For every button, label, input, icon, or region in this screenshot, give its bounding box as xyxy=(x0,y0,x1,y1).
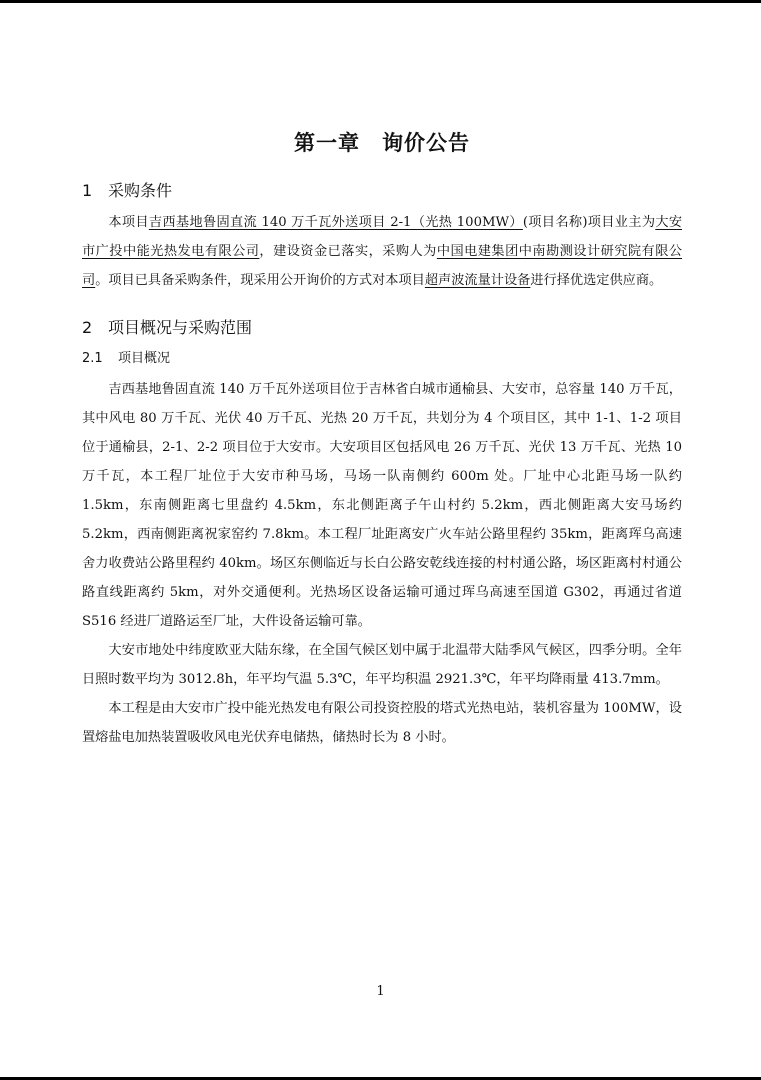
procurement-conditions-paragraph xyxy=(82,208,682,295)
text-fragment: 。项目已具备采购条件，现采用公开询价的方式对本项目 xyxy=(95,273,425,288)
project-name: 吉西基地鲁固直流 140 万千瓦外送项目 2-1（光热 100MW） xyxy=(148,215,523,230)
subsection-2-1-heading xyxy=(82,347,682,371)
section-1-heading xyxy=(82,178,682,204)
section-2-heading xyxy=(82,315,682,341)
plant-description-paragraph: 本工程是由大安市广投中能光热发电有限公司投资控股的塔式光热电站，装机容量为 100MW，设置熔盐电加热装置吸收风电光伏弃电储热，储热时长为 8 小时。 xyxy=(82,701,682,745)
project-overview-paragraph: 吉西基地鲁固直流 140 万千瓦外送项目位于吉林省白城市通榆县、大安市，总容量 140 万千瓦，其中风电 80 万千瓦、光伏 40 万千瓦、光热 20 万千瓦，共划分为 4 个项目区，其中 1-1、1-2 项目位于通榆县，2-1、2-2 项目位于大安市。大安项目区包括风电 26 万千瓦、光伏 13 万千瓦、光热 10 万千瓦，本工程厂址位于大安市种马场，马场一队南侧约 600m 处。厂址中心北距马场一队约 1.5km，东南侧距离七里盘约 4.5km，东北侧距离子午山村约 5.2km，西北侧距离大安马场约 5.2km，西南侧距离祝家窑约 7.8km。本工程厂址距离安广火车站公路里程约 35km，距离珲乌高速舍力收费站公路里程约 40km。场区东侧临近与长白公路安乾线连接的村村通公路，场区距离村村通公路直线距离约 5km，对外交通便利。光热场区设备运输可通过珲乌高速至国道 G302，再通过省道 S516 经进厂道路运至厂址，大件设备运输可靠。 xyxy=(82,382,682,629)
top-border xyxy=(0,0,761,3)
climate-paragraph: 大安市地处中纬度欧亚大陆东缘，在全国气候区划中属于北温带大陆季风气候区，四季分明。全年日照时数平均为 3012.8h，年平均气温 5.3℃，年平均积温 2921.3℃，年平均降雨量 413.7mm。 xyxy=(82,643,682,687)
subsection-number: 2.1 xyxy=(82,351,103,366)
text-fragment: 进行择优选定供应商。 xyxy=(530,273,663,288)
text-fragment: 本项目 xyxy=(108,215,149,230)
chapter-title: 第一章 询价公告 xyxy=(294,131,470,155)
purchaser-name: 中国电建集团中南勘测设计研究院有限公司 xyxy=(82,244,683,288)
page-number: 1 xyxy=(376,984,385,999)
section-1-number: 1 xyxy=(82,181,93,200)
subsection-title: 项目概况 xyxy=(118,351,171,366)
project-owner: 大安市广投中能光热发电有限公司 xyxy=(82,215,683,259)
equipment-name: 超声波流量计设备 xyxy=(424,273,531,288)
section-1-title: 采购条件 xyxy=(108,181,173,200)
section-2-title: 项目概况与采购范围 xyxy=(108,318,253,337)
document-page xyxy=(82,128,682,752)
section-2-number: 2 xyxy=(82,318,93,337)
text-fragment: (项目名称)项目业主为 xyxy=(522,215,656,230)
text-fragment: ，建设资金已落实，采购人为 xyxy=(259,244,437,259)
